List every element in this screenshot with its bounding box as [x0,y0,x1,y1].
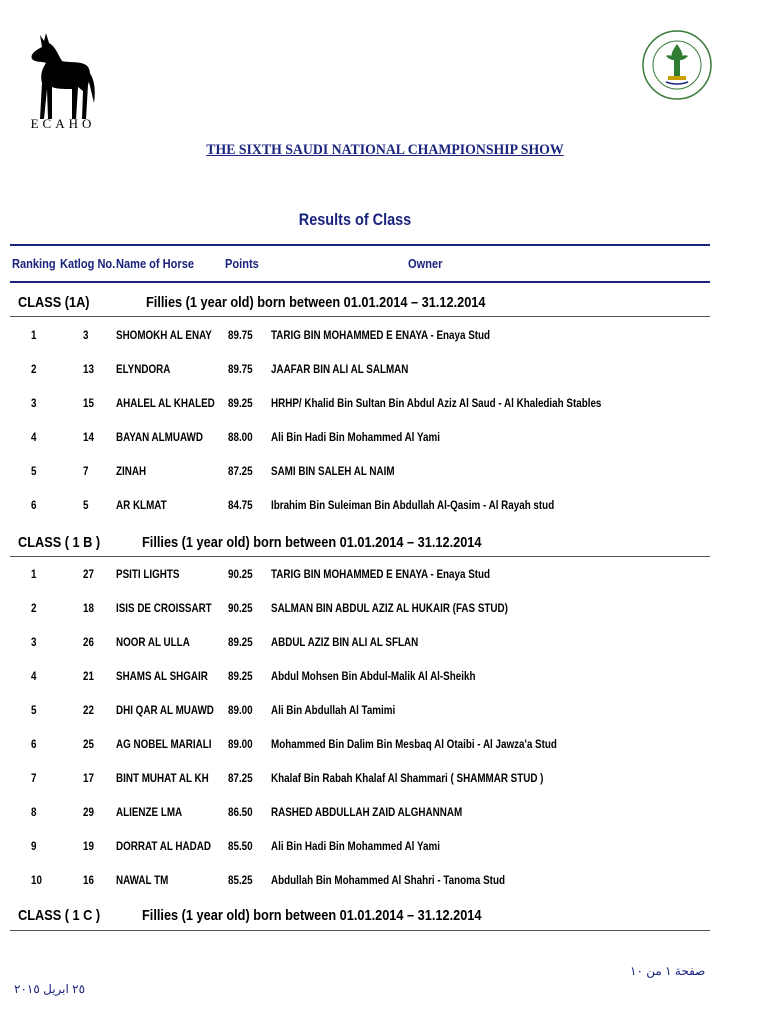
katlog-cell: 13 [83,362,94,376]
rank-cell: 2 [31,362,37,376]
col-header-ranking: Ranking [12,256,56,271]
rank-cell: 3 [31,635,37,649]
owner-cell: Ali Bin Hadi Bin Mohammed Al Yami [271,430,440,444]
rank-cell: 5 [31,464,37,478]
col-header-katlog: Katlog No. [60,256,116,271]
rank-cell: 5 [31,703,37,717]
owner-cell: Ali Bin Abdullah Al Tamimi [271,703,396,717]
katlog-cell: 27 [83,567,94,581]
table-row [0,839,770,859]
rank-cell: 1 [31,328,37,342]
table-row [0,430,770,450]
horse-name-cell: NAWAL TM [116,873,169,887]
table-row [0,396,770,416]
owner-cell: TARIG BIN MOHAMMED E ENAYA - Enaya Stud [271,567,491,581]
table-row [0,873,770,893]
katlog-cell: 29 [83,805,94,819]
owner-cell: SAMI BIN SALEH AL NAIM [271,464,395,478]
class-divider [10,930,710,931]
katlog-cell: 3 [83,328,89,342]
horse-name-cell: BAYAN ALMUAWD [116,430,203,444]
class-divider [10,316,710,317]
table-row [0,567,770,587]
rank-cell: 2 [31,601,37,615]
table-row [0,328,770,348]
class-title: CLASS ( 1 B ) [18,534,101,551]
class-description: Fillies (1 year old) born between 01.01.2014 – 31.12.2014 [142,534,482,551]
rank-cell: 1 [31,567,37,581]
katlog-cell: 14 [83,430,94,444]
table-row [0,635,770,655]
horse-name-cell: DHI QAR AL MUAWD [116,703,214,717]
points-cell: 89.25 [228,669,253,683]
owner-cell: Ali Bin Hadi Bin Mohammed Al Yami [271,839,440,853]
owner-cell: Abdul Mohsen Bin Abdul-Malik Al Al-Sheikh [271,669,476,683]
katlog-cell: 17 [83,771,94,785]
katlog-cell: 26 [83,635,94,649]
horse-name-cell: ZINAH [116,464,147,478]
col-header-owner: Owner [408,256,443,271]
points-cell: 90.25 [228,567,253,581]
katlog-cell: 25 [83,737,94,751]
rank-cell: 7 [31,771,37,785]
table-row [0,669,770,689]
katlog-cell: 5 [83,498,89,512]
horse-name-cell: SHOMOKH AL ENAY [116,328,212,342]
col-header-name: Name of Horse [116,256,194,271]
horse-name-cell: NOOR AL ULLA [116,635,190,649]
table-row [0,601,770,621]
points-cell: 89.25 [228,635,253,649]
katlog-cell: 19 [83,839,94,853]
points-cell: 89.00 [228,703,253,717]
owner-cell: SALMAN BIN ABDUL AZIZ AL HUKAIR (FAS STUD) [271,601,508,615]
horse-name-cell: AR KLMAT [116,498,167,512]
owner-cell: HRHP/ Khalid Bin Sultan Bin Abdul Aziz Al Saud - Al Khalediah Stables [271,396,602,410]
katlog-cell: 18 [83,601,94,615]
katlog-cell: 7 [83,464,89,478]
header-divider-bottom [10,281,710,283]
horse-name-cell: BINT MUHAT AL KH [116,771,209,785]
points-cell: 87.25 [228,771,253,785]
katlog-cell: 15 [83,396,94,410]
points-cell: 85.25 [228,873,253,887]
class-title: CLASS ( 1 C ) [18,907,101,924]
points-cell: 86.50 [228,805,253,819]
points-cell: 89.25 [228,396,253,410]
owner-cell: Abdullah Bin Mohammed Al Shahri - Tanoma Stud [271,873,505,887]
class-divider [10,556,710,557]
horse-name-cell: AHALEL AL KHALED [116,396,215,410]
owner-cell: Khalaf Bin Rabah Khalaf Al Shammari ( SHAMMAR STUD ) [271,771,544,785]
ecaho-logo-text: ECAHO [30,116,96,131]
page-subtitle: Results of Class [298,210,412,229]
points-cell: 90.25 [228,601,253,615]
table-row [0,362,770,382]
owner-cell: TARIG BIN MOHAMMED E ENAYA - Enaya Stud [271,328,491,342]
rank-cell: 3 [31,396,37,410]
rank-cell: 6 [31,498,37,512]
horse-name-cell: SHAMS AL SHGAIR [116,669,208,683]
owner-cell: ABDUL AZIZ BIN ALI AL SFLAN [271,635,419,649]
table-row [0,805,770,825]
horse-name-cell: ALIENZE LMA [116,805,183,819]
owner-cell: RASHED ABDULLAH ZAID ALGHANNAM [271,805,463,819]
horse-name-cell: ISIS DE CROISSART [116,601,212,615]
rank-cell: 4 [31,669,37,683]
katlog-cell: 16 [83,873,94,887]
owner-cell: JAAFAR BIN ALI AL SALMAN [271,362,409,376]
points-cell: 87.25 [228,464,253,478]
points-cell: 85.50 [228,839,253,853]
points-cell: 84.75 [228,498,253,512]
class-description: Fillies (1 year old) born between 01.01.2014 – 31.12.2014 [142,907,482,924]
table-row [0,737,770,757]
print-date: ٢٥ ابريل ٢٠١٥ [14,982,86,996]
table-row [0,498,770,518]
class-title: CLASS (1A) [18,294,90,311]
points-cell: 89.75 [228,328,253,342]
katlog-cell: 22 [83,703,94,717]
points-cell: 88.00 [228,430,253,444]
horse-name-cell: PSITI LIGHTS [116,567,180,581]
horse-name-cell: ELYNDORA [116,362,171,376]
points-cell: 89.00 [228,737,253,751]
rank-cell: 8 [31,805,37,819]
rank-cell: 9 [31,839,37,853]
table-row [0,703,770,723]
page-title: THE SIXTH SAUDI NATIONAL CHAMPIONSHIP SHOW [206,142,564,158]
col-header-points: Points [225,256,259,271]
header-divider-top [10,244,710,246]
katlog-cell: 21 [83,669,94,683]
class-description: Fillies (1 year old) born between 01.01.2014 – 31.12.2014 [146,294,486,311]
rank-cell: 10 [31,873,42,887]
points-cell: 89.75 [228,362,253,376]
horse-name-cell: AG NOBEL MARIALI [116,737,212,751]
emblem-logo-icon [640,20,715,110]
table-row [0,771,770,791]
owner-cell: Ibrahim Bin Suleiman Bin Abdullah Al-Qasim - Al Rayah stud [271,498,555,512]
rank-cell: 6 [31,737,37,751]
horse-name-cell: DORRAT AL HADAD [116,839,211,853]
table-row [0,464,770,484]
owner-cell: Mohammed Bin Dalim Bin Mesbaq Al Otaibi - Al Jawza'a Stud [271,737,557,751]
rank-cell: 4 [31,430,37,444]
page-number: صفحة ١ من ١٠ [630,964,706,978]
